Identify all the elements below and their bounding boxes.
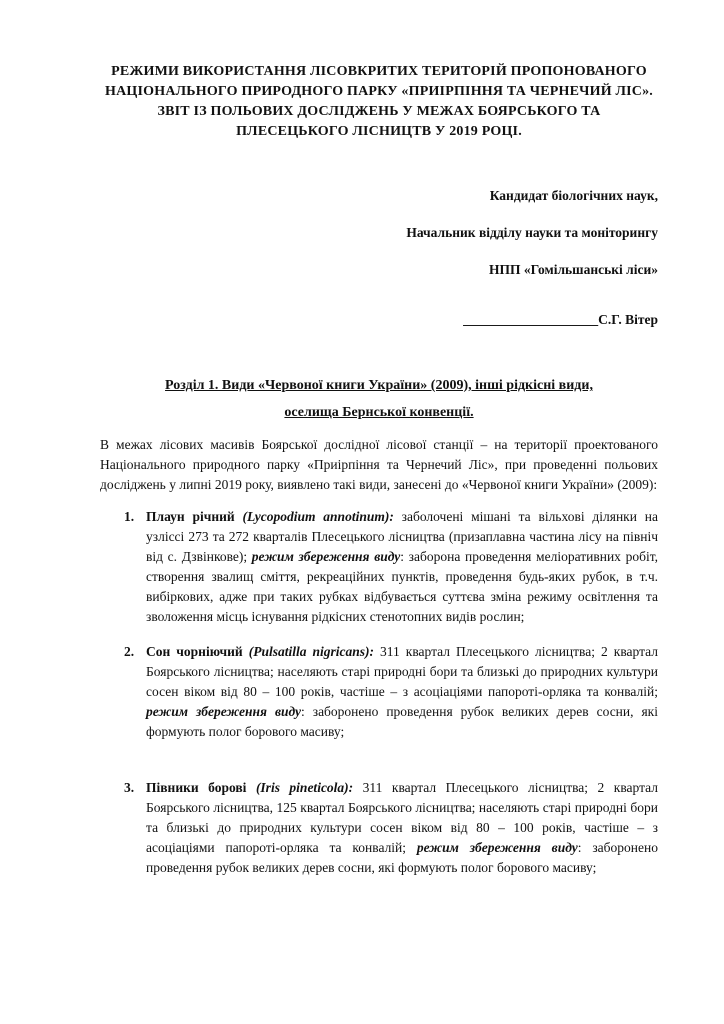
author-block	[100, 186, 658, 280]
section-heading-line: Розділ 1. Види «Червоної книги України» (2009), інші рідкісні види,	[165, 378, 593, 393]
species-latin-name: (Pulsatilla nigricans):	[248, 644, 374, 659]
signature-underline: ____________________	[463, 312, 599, 327]
species-item-text	[146, 644, 658, 739]
intro-paragraph: В межах лісових масивів Боярської дослідної лісової станції – на території проектованого Національного природного парку «Приірпіння та Чернечий Ліс», при проведенні польових досліджень у липні 2019 року, виявлено такі види, занесені до «Червоної книги України» (2009):	[100, 437, 658, 492]
document-title-line: РЕЖИМИ ВИКОРИСТАННЯ ЛІСОВКРИТИХ ТЕРИТОРІЙ ПРОПОНОВАНОГО	[111, 64, 647, 79]
author-position-line: Начальник відділу науки та моніторингу	[406, 225, 658, 240]
regime-text: : заборонено проведення рубок великих дерев сосни, які формують полог борового масиву;	[146, 704, 658, 739]
species-item-number: 2.	[124, 644, 135, 659]
species-item-number: 3.	[124, 780, 135, 795]
species-item	[100, 642, 658, 742]
section-heading-line: оселища Бернської конвенції.	[284, 405, 474, 420]
species-habitat-text: заболочені мішані та вільхові ділянки на узліссі 273 та 272 кварталів Плесецького лісництва (призаплавна частина лісу на північ від с. Дзвінкове);	[146, 509, 658, 564]
document-title-line: ПЛЕСЕЦЬКОГО ЛІСНИЦТВ У 2019 РОЦІ.	[236, 124, 522, 139]
regime-text: : заборона проведення меліоративних робіт, створення звалищ сміття, рекреаційних пунктів, проведення будь-яких рубок, в т.ч. вибіркових, адже при таких рубках відбувається суттєва зміна режиму освітлення та зволоження місць існування рідкісних стенотопних видів рослин;	[146, 549, 658, 624]
regime-label: режим збереження виду	[416, 840, 578, 855]
species-name: Сон чорніючий	[146, 644, 249, 659]
species-item-text	[146, 509, 658, 624]
author-organization-line: НПП «Гомільшанські ліси»	[489, 262, 658, 277]
species-name: Півники борові	[146, 780, 256, 795]
species-habitat-text: 311 квартал Плесецького лісництва; 2 квартал Боярського лісництва, 125 квартал Боярського лісництва; населяють старі природні бори та близькі до природних культури сосен віком від 80 – 100 років, частіше – з асоціаціями папороті-орляка та конвалій;	[146, 780, 659, 855]
species-item-text	[146, 780, 658, 875]
regime-label: режим збереження виду	[251, 549, 401, 564]
regime-label: режим збереження виду	[146, 704, 302, 719]
signature-name: С.Г. Вітер	[598, 312, 658, 327]
species-latin-name: (Iris pineticola):	[255, 780, 354, 795]
regime-text: : заборонено проведення рубок великих дерев сосни, які формують полог борового масиву;	[146, 840, 658, 875]
species-habitat-text: 311 квартал Плесецького лісництва; 2 квартал Боярського лісництва; населяють старі природні бори та близькі до природних культури сосен віком від 80 – 100 років, частіше – з асоціаціями папороті-орляка та конвалій;	[146, 644, 659, 699]
author-degree-line: Кандидат біологічних наук,	[489, 188, 658, 203]
species-item	[100, 507, 658, 627]
species-latin-name: (Lycopodium annotinum):	[242, 509, 394, 524]
species-item-number: 1.	[124, 509, 135, 524]
species-item	[100, 778, 658, 878]
document-title-line: ЗВІТ ІЗ ПОЛЬОВИХ ДОСЛІДЖЕНЬ У МЕЖАХ БОЯРСЬКОГО ТА	[157, 104, 601, 119]
document-title	[100, 62, 658, 142]
document-title-line: НАЦІОНАЛЬНОГО ПРИРОДНОГО ПАРКУ «ПРИІРПІННЯ ТА ЧЕРНЕЧИЙ ЛІС».	[105, 84, 653, 99]
species-list	[100, 507, 658, 878]
species-name: Плаун річний	[146, 509, 243, 524]
signature-block	[100, 310, 658, 330]
section-heading	[100, 372, 658, 426]
